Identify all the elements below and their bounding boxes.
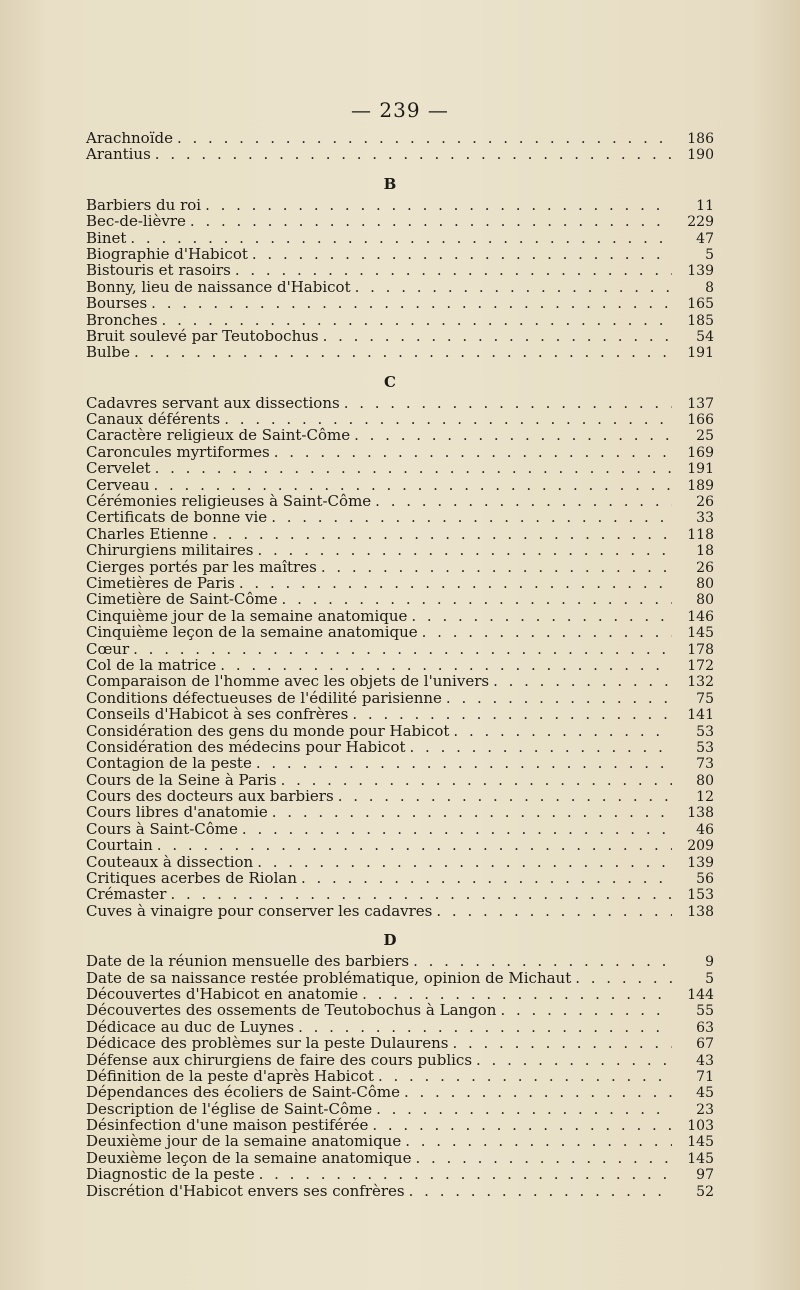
section-gap <box>86 361 714 369</box>
entry-term: Dédicace au duc de Luynes <box>86 1017 295 1036</box>
index-entry <box>86 1183 714 1199</box>
entry-page-number: 137 <box>687 395 714 412</box>
dot-leader <box>257 542 672 558</box>
dot-leader <box>155 460 672 476</box>
entry-term: Couteaux à dissection <box>86 852 254 871</box>
dot-leader <box>338 788 672 804</box>
index-entry <box>86 509 714 525</box>
entry-term: Conditions défectueuses de l'édilité parisienne <box>86 688 442 707</box>
entry-term: Discrétion d'Habicot envers ses confrères <box>86 1181 405 1200</box>
dot-leader <box>476 1052 672 1068</box>
dot-leader <box>235 262 672 278</box>
entry-page-number: 229 <box>687 214 714 231</box>
dot-leader <box>271 509 672 525</box>
index-entry <box>86 1019 714 1035</box>
dot-leader <box>281 772 672 788</box>
dot-leader <box>153 477 672 493</box>
index-entry <box>86 542 714 558</box>
entry-term: Contagion de la peste <box>86 754 252 773</box>
index-entry <box>86 854 714 870</box>
entry-term: Cours libres d'anatomie <box>86 803 268 822</box>
entry-term: Bourses <box>86 294 148 313</box>
index-entry <box>86 130 714 146</box>
entry-page-number: 53 <box>696 739 714 756</box>
dot-leader <box>453 723 672 739</box>
page-number: — 239 — <box>351 98 449 122</box>
dot-leader <box>256 755 672 771</box>
index-entry <box>86 870 714 886</box>
dot-leader <box>274 444 672 460</box>
entry-page-number: 26 <box>696 559 714 576</box>
index-entry <box>86 690 714 706</box>
index-entry <box>86 723 714 739</box>
entry-term: Bonny, lieu de naissance d'Habicot <box>86 277 351 296</box>
entry-page-number: 11 <box>696 197 714 214</box>
index-entry <box>86 444 714 460</box>
dot-leader <box>133 641 672 657</box>
entry-page-number: 80 <box>696 575 714 592</box>
entry-term: Cours des docteurs aux barbiers <box>86 787 334 806</box>
entry-term: Arantius <box>86 145 151 164</box>
index-entry <box>86 886 714 902</box>
entry-page-number: 26 <box>696 494 714 511</box>
entry-term: Col de la matrice <box>86 655 217 674</box>
entry-page-number: 23 <box>696 1101 714 1118</box>
index-entry <box>86 821 714 837</box>
section-gap <box>86 163 714 171</box>
dot-leader <box>157 837 672 853</box>
entry-term: Comparaison de l'homme avec les objets de l'univers <box>86 672 490 691</box>
entry-term: Binet <box>86 228 127 247</box>
dot-leader <box>170 886 672 902</box>
entry-term: Arachnoïde <box>86 129 173 147</box>
entry-page-number: 9 <box>705 954 714 971</box>
entry-term: Cours de la Seine à Paris <box>86 770 277 789</box>
entry-page-number: 191 <box>687 461 714 478</box>
index-entry <box>86 1068 714 1084</box>
entry-term: Biographie d'Habicot <box>86 244 248 263</box>
index-entry <box>86 477 714 493</box>
entry-term: Découvertes des ossements de Teutobochus à Langon <box>86 1001 497 1020</box>
dot-leader <box>257 854 672 870</box>
entry-term: Diagnostic de la peste <box>86 1165 255 1184</box>
dot-leader <box>500 1002 672 1018</box>
index-entry <box>86 970 714 986</box>
entry-term: Critiques acerbes de Riolan <box>86 869 297 888</box>
index-entry <box>86 411 714 427</box>
dot-leader <box>212 526 672 542</box>
dot-leader <box>362 986 672 1002</box>
dot-leader <box>452 1035 672 1051</box>
entry-term: Dédicace des problèmes sur la peste Dulaurens <box>86 1034 449 1053</box>
entry-term: Cimetières de Paris <box>86 573 235 592</box>
entry-page-number: 56 <box>696 871 714 888</box>
entry-page-number: 144 <box>687 986 714 1003</box>
entry-term: Cinquième jour de la semaine anatomique <box>86 606 408 625</box>
entry-term: Définition de la peste d'après Habicot <box>86 1066 374 1085</box>
entry-term: Chirurgiens militaires <box>86 541 254 560</box>
index-entry <box>86 1117 714 1133</box>
entry-term: Bistouris et rasoirs <box>86 261 231 280</box>
entry-page-number: 145 <box>687 1134 714 1151</box>
dot-leader <box>378 1068 672 1084</box>
entry-page-number: 18 <box>696 543 714 560</box>
dot-leader <box>575 970 672 986</box>
entry-term: Cierges portés par les maîtres <box>86 557 317 576</box>
dot-leader <box>323 328 672 344</box>
entry-term: Dépendances des écoliers de Saint-Côme <box>86 1083 400 1102</box>
entry-page-number: 5 <box>705 246 714 263</box>
entry-page-number: 139 <box>687 263 714 280</box>
index-entry <box>86 1166 714 1182</box>
entry-page-number: 186 <box>687 131 714 147</box>
dot-leader <box>415 1150 672 1166</box>
index-entry <box>86 262 714 278</box>
entry-term: Courtain <box>86 836 153 855</box>
entry-page-number: 178 <box>687 641 714 658</box>
index-entry <box>86 197 714 213</box>
entry-term: Crémaster <box>86 885 167 904</box>
entry-term: Cœur <box>86 639 130 658</box>
index-entry <box>86 788 714 804</box>
entry-page-number: 25 <box>696 428 714 445</box>
dot-leader <box>298 1019 672 1035</box>
index-entry <box>86 591 714 607</box>
entry-page-number: 46 <box>696 821 714 838</box>
entry-page-number: 97 <box>696 1167 714 1184</box>
entry-page-number: 33 <box>696 510 714 527</box>
entry-page-number: 47 <box>696 230 714 247</box>
index-entry <box>86 1084 714 1100</box>
entry-page-number: 71 <box>696 1068 714 1085</box>
entry-term: Date de sa naissance restée problématique, opinion de Michaut <box>86 968 572 987</box>
dot-leader <box>239 575 672 591</box>
entry-page-number: 52 <box>696 1183 714 1200</box>
index-entry <box>86 1002 714 1018</box>
index-entry <box>86 624 714 640</box>
entry-term: Cimetière de Saint-Côme <box>86 590 278 609</box>
index-entry <box>86 953 714 969</box>
dot-leader <box>301 870 672 886</box>
entry-term: Désinfection d'une maison pestiférée <box>86 1116 369 1135</box>
entry-page-number: 138 <box>687 903 714 920</box>
entry-page-number: 191 <box>687 345 714 362</box>
entry-term: Bronches <box>86 310 158 329</box>
entry-term: Bulbe <box>86 343 130 362</box>
entry-page-number: 172 <box>687 657 714 674</box>
index-entries <box>86 130 714 1199</box>
entry-term: Découvertes d'Habicot en anatomie <box>86 984 359 1003</box>
entry-term: Cadavres servant aux dissections <box>86 393 340 412</box>
section-letter: C <box>384 372 396 391</box>
index-entry <box>86 755 714 771</box>
index-entry <box>86 1133 714 1149</box>
index-entry <box>86 772 714 788</box>
entry-term: Bruit soulevé par Teutobochus <box>86 326 319 345</box>
dot-leader <box>352 706 672 722</box>
dot-leader <box>162 312 672 328</box>
entry-page-number: 8 <box>705 279 714 296</box>
entry-page-number: 67 <box>696 1036 714 1053</box>
entry-page-number: 146 <box>687 608 714 625</box>
section-letter: B <box>383 174 397 193</box>
entry-page-number: 75 <box>696 690 714 707</box>
entry-page-number: 165 <box>687 296 714 313</box>
index-entry <box>86 1035 714 1051</box>
entry-term: Cinquième leçon de la semaine anatomique <box>86 623 418 642</box>
dot-leader <box>224 411 672 427</box>
index-entry <box>86 673 714 689</box>
dot-leader <box>220 657 672 673</box>
entry-page-number: 80 <box>696 592 714 609</box>
entry-page-number: 5 <box>705 970 714 987</box>
entry-page-number: 53 <box>696 723 714 740</box>
dot-leader <box>413 953 672 969</box>
entry-term: Cerveau <box>86 475 150 494</box>
index-entry <box>86 328 714 344</box>
dot-leader <box>422 624 672 640</box>
dot-leader <box>436 903 672 919</box>
entry-term: Cours à Saint-Côme <box>86 819 238 838</box>
entry-page-number: 132 <box>687 674 714 691</box>
entry-page-number: 166 <box>687 412 714 429</box>
entry-page-number: 43 <box>696 1052 714 1069</box>
index-entry <box>86 395 714 411</box>
section-gap <box>86 919 714 927</box>
entry-page-number: 185 <box>687 312 714 329</box>
dot-leader <box>344 395 672 411</box>
entry-term: Défense aux chirurgiens de faire des cours publics <box>86 1050 473 1069</box>
index-entry <box>86 657 714 673</box>
dot-leader <box>242 821 672 837</box>
dot-leader <box>446 690 672 706</box>
index-entry <box>86 641 714 657</box>
entry-term: Cérémonies religieuses à Saint-Côme <box>86 492 372 511</box>
dot-leader <box>151 295 672 311</box>
index-entry <box>86 344 714 360</box>
dot-leader <box>375 493 672 509</box>
entry-page-number: 169 <box>687 444 714 461</box>
index-entry <box>86 903 714 919</box>
dot-leader <box>205 197 672 213</box>
dot-leader <box>411 608 672 624</box>
entry-term: Deuxième leçon de la semaine anatomique <box>86 1148 412 1167</box>
index-entry <box>86 559 714 575</box>
dot-leader <box>372 1117 672 1133</box>
entry-term: Cuves à vinaigre pour conserver les cadavres <box>86 901 433 920</box>
dot-leader <box>410 739 672 755</box>
entry-page-number: 54 <box>696 328 714 345</box>
entry-page-number: 118 <box>687 526 714 543</box>
index-entry <box>86 608 714 624</box>
entry-page-number: 189 <box>687 477 714 494</box>
dot-leader <box>376 1101 672 1117</box>
entry-term: Charles Etienne <box>86 524 209 543</box>
entry-term: Canaux déférents <box>86 410 221 429</box>
dot-leader <box>404 1084 672 1100</box>
dot-leader <box>130 230 672 246</box>
entry-page-number: 55 <box>696 1003 714 1020</box>
entry-page-number: 103 <box>687 1118 714 1135</box>
index-entry <box>86 739 714 755</box>
dot-leader <box>321 559 672 575</box>
index-entry <box>86 460 714 476</box>
index-entry <box>86 526 714 542</box>
index-entry <box>86 1101 714 1117</box>
index-entry <box>86 146 714 162</box>
index-entry <box>86 804 714 820</box>
dot-leader <box>405 1133 672 1149</box>
dot-leader <box>190 213 672 229</box>
index-entry <box>86 1150 714 1166</box>
index-entry <box>86 1052 714 1068</box>
index-entry <box>86 295 714 311</box>
entry-term: Certificats de bonne vie <box>86 508 268 527</box>
entry-page-number: 145 <box>687 1150 714 1167</box>
index-entry <box>86 213 714 229</box>
index-entry <box>86 279 714 295</box>
entry-page-number: 138 <box>687 805 714 822</box>
dot-leader <box>409 1183 672 1199</box>
entry-term: Date de la réunion mensuelle des barbiers <box>86 952 410 971</box>
entry-page-number: 45 <box>696 1085 714 1102</box>
entry-page-number: 12 <box>696 789 714 806</box>
entry-page-number: 139 <box>687 854 714 871</box>
entry-page-number: 63 <box>696 1019 714 1036</box>
index-entry <box>86 246 714 262</box>
dot-leader <box>355 279 672 295</box>
entry-page-number: 153 <box>687 887 714 904</box>
entry-page-number: 190 <box>687 147 714 164</box>
index-entry <box>86 575 714 591</box>
entry-term: Caractère religieux de Saint-Côme <box>86 426 351 445</box>
dot-leader <box>282 591 672 607</box>
dot-leader <box>259 1166 672 1182</box>
entry-term: Description de l'église de Saint-Côme <box>86 1099 373 1118</box>
dot-leader <box>354 427 672 443</box>
entry-term: Conseils d'Habicot à ses confrères <box>86 705 349 724</box>
index-entry <box>86 312 714 328</box>
index-entry <box>86 230 714 246</box>
dot-leader <box>272 804 672 820</box>
index-entry <box>86 493 714 509</box>
index-entry <box>86 427 714 443</box>
index-entry <box>86 837 714 853</box>
entry-term: Deuxième jour de la semaine anatomique <box>86 1132 402 1151</box>
dot-leader <box>252 246 672 262</box>
entry-term: Bec-de-lièvre <box>86 212 186 231</box>
entry-term: Cervelet <box>86 459 151 478</box>
entry-page-number: 80 <box>696 772 714 789</box>
entry-page-number: 141 <box>687 707 714 724</box>
entry-term: Barbiers du roi <box>86 195 202 214</box>
entry-page-number: 145 <box>687 625 714 642</box>
index-entry <box>86 986 714 1002</box>
dot-leader <box>493 673 672 689</box>
dot-leader <box>155 146 672 162</box>
index-entry <box>86 706 714 722</box>
entry-term: Considération des médecins pour Habicot <box>86 737 406 756</box>
entry-term: Caroncules myrtiformes <box>86 442 270 461</box>
dot-leader <box>134 344 672 360</box>
section-letter: D <box>383 931 397 950</box>
dot-leader <box>177 130 672 146</box>
entry-term: Considération des gens du monde pour Habicot <box>86 721 450 740</box>
entry-page-number: 73 <box>696 756 714 773</box>
entry-page-number: 209 <box>687 838 714 855</box>
